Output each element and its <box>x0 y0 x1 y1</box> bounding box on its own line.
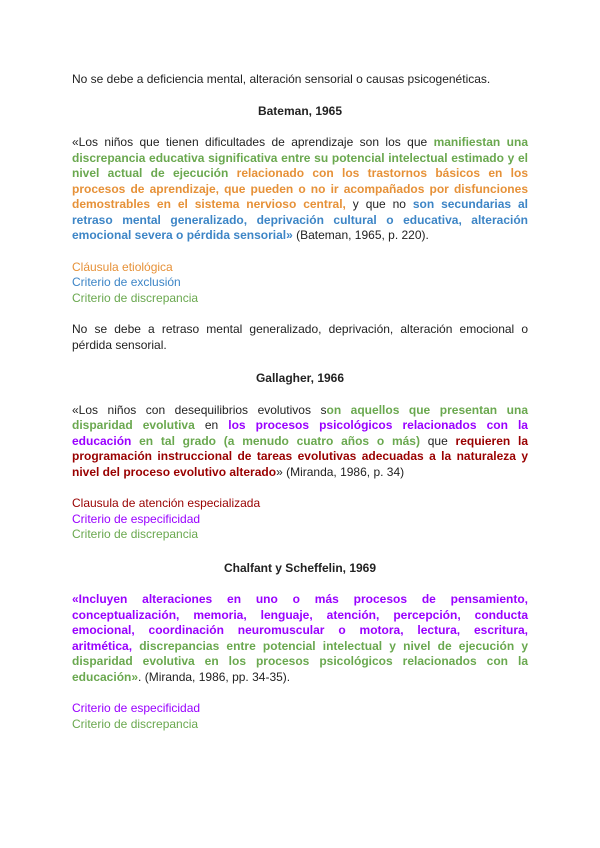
quote-segment: on aquellos que presentan una disparidad evolutiva <box>72 402 528 432</box>
quote-segment: en tal grado (a menudo cuatro años o más) <box>131 433 420 448</box>
legend-item: Criterio de discrepancia <box>72 527 199 541</box>
section-heading-gallagher: Gallagher, 1966 <box>255 371 345 385</box>
quote-segment: que <box>419 433 456 448</box>
legend-item: Criterio de especificidad <box>72 511 201 526</box>
section-heading-bateman: Bateman, 1965 <box>257 103 343 118</box>
quote-segment: (Bateman, 1965, p. 220). <box>292 228 429 242</box>
quote-segment: y que no <box>345 197 406 211</box>
legend-item: Criterio de especificidad <box>72 701 201 715</box>
quote-segment: . (Miranda, 1986, pp. 34-35). <box>138 669 291 684</box>
note-bateman: No se debe a retraso mental generalizado, deprivación, alteración emocional o pérdida sensorial. <box>72 322 528 352</box>
quote-segment: «Los niños que tienen dificultades de aprendizaje son los que <box>72 135 434 149</box>
legend-item: Criterio de discrepancia <box>72 716 199 731</box>
quote-segment: en <box>194 418 229 432</box>
quote-segment: requieren la programación instruccional de tareas evolutivas adecuadas a la naturaleza y nivel del proceso evolutivo alterado <box>72 433 528 479</box>
quote-segment: son secundarias al retraso mental generalizado, deprivación cultural o educativa, alteración emocional severa o pérdida sensorial» <box>72 197 529 242</box>
quote-segment: «Los niños con desequilibrios evolutivos s <box>72 402 327 417</box>
quote-segment: discrepancias entre potencial intelectual y nivel de ejecución y disparidad evolutiva en los procesos psicológicos relacionados con la educación» <box>72 638 528 684</box>
quote-segment: «Incluyen alteraciones en uno o más procesos de pensamiento, conceptualización, memoria, lenguaje, atención, percepción, conducta emocional, coordinación neuromuscular o motora, lectura, escritura, aritmética, <box>72 592 528 653</box>
legend-item: Criterio de exclusión <box>72 275 181 289</box>
legend-item: Criterio de discrepancia <box>72 290 199 305</box>
legend-item: Clausula de atención especializada <box>72 496 261 510</box>
quote-segment: relacionado con los trastornos básicos en los procesos de aprendizaje, que pueden o no ir acompañados por disfunciones demostrables en el sistema nervioso central, <box>72 166 528 211</box>
quote-bateman <box>72 135 528 244</box>
quote-segment: manifiestan una discrepancia educativa significativa entre su potencial intelectual estimado y el nivel actual de ejecución <box>72 135 528 180</box>
legend-gallagher <box>72 496 528 543</box>
section-heading-chalfant: Chalfant y Scheffelin, 1969 <box>223 560 377 575</box>
legend-chalfant <box>72 701 528 732</box>
quote-segment: los procesos psicológicos relacionados con la educación <box>72 418 528 448</box>
quote-gallagher <box>72 403 528 481</box>
legend-item: Cláusula etiológica <box>72 259 173 274</box>
quote-segment: » (Miranda, 1986, p. 34) <box>276 464 405 479</box>
quote-chalfant <box>72 592 528 685</box>
intro-note: No se debe a deficiencia mental, alteración sensorial o causas psicogenéticas. <box>72 72 491 86</box>
legend-bateman <box>72 260 528 307</box>
document-page <box>72 66 528 732</box>
